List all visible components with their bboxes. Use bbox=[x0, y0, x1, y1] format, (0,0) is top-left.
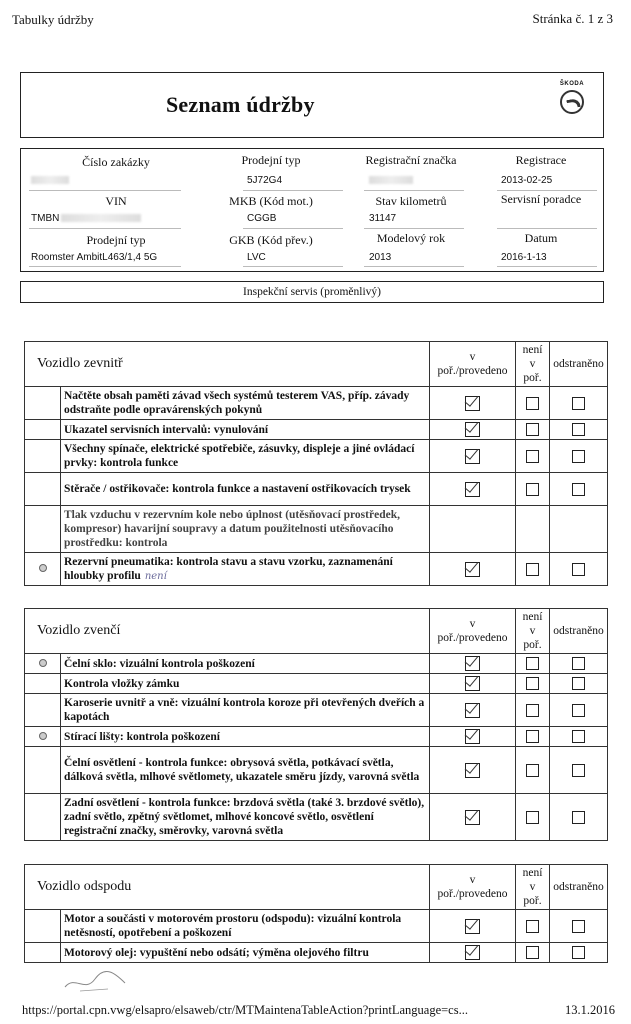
item-text: Kontrola vložky zámku bbox=[61, 674, 430, 694]
label-registration: Registrace bbox=[515, 153, 567, 167]
col-done-header: v poř./provedeno bbox=[430, 865, 516, 910]
checkbox[interactable] bbox=[572, 920, 585, 933]
item-text: Stírací lišty: kontrola poškození bbox=[61, 727, 430, 747]
page-header-title: Tabulky údržby bbox=[12, 12, 94, 27]
marker-icon bbox=[39, 564, 47, 572]
item-text: Motorový olej: vypuštění nebo odsátí; výměna olejového filtru bbox=[61, 943, 430, 963]
order-info-box bbox=[20, 148, 604, 272]
inspection-type-box: Inspekční servis (proměnlivý) bbox=[20, 281, 604, 303]
footer-date: 13.1.2016 bbox=[565, 1003, 615, 1017]
item-text: Zadní osvětlení - kontrola funkce: brzdová světla (také 3. brzdové světlo), zadní světlo, zpětný světlomet, mlhové koncové světlo, osvětlení registrační značky, směrovky, varovná světla bbox=[61, 794, 430, 841]
value-sales-type: 5J72G4 bbox=[247, 175, 283, 186]
checkbox[interactable] bbox=[526, 397, 539, 410]
value-registration-plate bbox=[369, 175, 413, 186]
value-engine-code: CGGB bbox=[247, 213, 277, 224]
checkbox[interactable] bbox=[572, 730, 585, 743]
section-exterior bbox=[24, 608, 608, 841]
checked-checkbox[interactable] bbox=[465, 945, 480, 960]
checked-checkbox[interactable] bbox=[465, 656, 480, 671]
label-order-number: Číslo zakázky bbox=[82, 155, 150, 169]
item-text: Čelní osvětlení - kontrola funkce: obrysová světla, potkávací světla, dálková světla, mlhové světlomety, ukazatele směru jízdy, varovná světla bbox=[61, 747, 430, 794]
checkbox[interactable] bbox=[572, 657, 585, 670]
checked-checkbox[interactable] bbox=[465, 676, 480, 691]
item-cell bbox=[61, 553, 430, 586]
checked-checkbox[interactable] bbox=[465, 396, 480, 411]
checkbox[interactable] bbox=[572, 704, 585, 717]
footer-url: https://portal.cpn.vwg/elsapro/elsaweb/ctr/MTMaintenaTableAction?printLanguage=cs... bbox=[22, 1003, 468, 1017]
checked-checkbox[interactable] bbox=[465, 729, 480, 744]
col-done-header: v poř./provedeno bbox=[430, 342, 516, 387]
checkbox[interactable] bbox=[526, 811, 539, 824]
checked-checkbox[interactable] bbox=[465, 919, 480, 934]
section-underbody bbox=[24, 864, 608, 963]
table-row bbox=[25, 506, 608, 553]
col-not-done-header: není v poř. bbox=[516, 865, 550, 910]
col-done-header: v poř./provedeno bbox=[430, 609, 516, 654]
col-not-done-header: není v poř. bbox=[516, 609, 550, 654]
checked-checkbox[interactable] bbox=[465, 703, 480, 718]
value-mileage: 31147 bbox=[369, 213, 397, 224]
item-text: Rezervní pneumatika: kontrola stavu a stavu vzorku, zaznamenání hloubky profilu bbox=[64, 555, 393, 582]
table-row bbox=[25, 440, 608, 473]
label-vin: VIN bbox=[105, 194, 127, 208]
checkbox[interactable] bbox=[572, 397, 585, 410]
col-not-done-header: není v poř. bbox=[516, 342, 550, 387]
checkbox[interactable] bbox=[572, 811, 585, 824]
col-fixed-header: odstraněno bbox=[550, 342, 608, 387]
checkbox[interactable] bbox=[572, 946, 585, 959]
item-text: Čelní sklo: vizuální kontrola poškození bbox=[61, 654, 430, 674]
section-title: Vozidlo zvenčí bbox=[25, 609, 430, 654]
label-mileage: Stav kilometrů bbox=[375, 194, 447, 208]
table-row bbox=[25, 420, 608, 440]
checked-checkbox[interactable] bbox=[465, 562, 480, 577]
table-row bbox=[25, 910, 608, 943]
col-fixed-header: odstraněno bbox=[550, 609, 608, 654]
title-box bbox=[20, 72, 604, 138]
checkbox[interactable] bbox=[526, 920, 539, 933]
marker-icon bbox=[39, 732, 47, 740]
table-row bbox=[25, 553, 608, 586]
checkbox[interactable] bbox=[572, 563, 585, 576]
table-row bbox=[25, 654, 608, 674]
item-text: Tlak vzduchu v rezervním kole nebo úplnost (utěsňovací prostředek, kompresor) havarijní soupravy a datum použitelnosti utěsňovacího prostředku: kontrola bbox=[61, 506, 430, 553]
value-order-number bbox=[31, 175, 69, 186]
value-date: 2016-1-13 bbox=[501, 252, 547, 263]
value-sales-type-2: Roomster AmbitL463/1,4 5G bbox=[31, 252, 158, 263]
checked-checkbox[interactable] bbox=[465, 422, 480, 437]
checkbox[interactable] bbox=[526, 483, 539, 496]
checkbox[interactable] bbox=[572, 677, 585, 690]
label-gearbox-code: GKB (Kód přev.) bbox=[229, 233, 313, 247]
checkbox[interactable] bbox=[526, 764, 539, 777]
value-registration: 2013-02-25 bbox=[501, 175, 553, 186]
item-text: Načtěte obsah paměti závad všech systémů testerem VAS, příp. závady odstraňte podle opravárenských pokynů bbox=[61, 387, 430, 420]
label-service-advisor: Servisní poradce bbox=[500, 192, 582, 206]
section-title: Vozidlo zevnitř bbox=[25, 342, 430, 387]
label-date: Datum bbox=[524, 231, 558, 245]
item-text: Všechny spínače, elektrické spotřebiče, zásuvky, displeje a jiné ovládací prvky: kontrola funkce bbox=[61, 440, 430, 473]
table-row bbox=[25, 794, 608, 841]
checkbox[interactable] bbox=[526, 730, 539, 743]
label-model-year: Modelový rok bbox=[376, 231, 446, 245]
marker-icon bbox=[39, 659, 47, 667]
signature bbox=[60, 965, 130, 995]
checked-checkbox[interactable] bbox=[465, 449, 480, 464]
checked-checkbox[interactable] bbox=[465, 763, 480, 778]
item-text: Stěrače / ostřikovače: kontrola funkce a nastavení ostřikovacích trysek bbox=[61, 473, 430, 506]
label-sales-type-2: Prodejní typ bbox=[86, 233, 146, 247]
checkbox[interactable] bbox=[572, 764, 585, 777]
table-row bbox=[25, 387, 608, 420]
value-vin: TMBN bbox=[31, 213, 141, 224]
handwritten-note: není bbox=[144, 570, 167, 582]
checkbox[interactable] bbox=[572, 450, 585, 463]
document-title: Seznam údržby bbox=[166, 92, 315, 117]
skoda-logo bbox=[551, 81, 593, 114]
checkbox[interactable] bbox=[526, 450, 539, 463]
value-gearbox-code: LVC bbox=[247, 252, 266, 263]
checkbox[interactable] bbox=[526, 946, 539, 959]
table-row bbox=[25, 943, 608, 963]
item-text: Ukazatel servisních intervalů: vynulování bbox=[61, 420, 430, 440]
section-title: Vozidlo odspodu bbox=[25, 865, 430, 910]
label-engine-code: MKB (Kód mot.) bbox=[229, 194, 313, 208]
section-interior bbox=[24, 341, 608, 586]
checkbox[interactable] bbox=[526, 563, 539, 576]
checkbox[interactable] bbox=[526, 704, 539, 717]
table-row bbox=[25, 747, 608, 794]
page-number: Stránka č. 1 z 3 bbox=[532, 11, 613, 26]
label-sales-type: Prodejní typ bbox=[241, 153, 301, 167]
checkbox[interactable] bbox=[572, 423, 585, 436]
item-text: Karoserie uvnitř a vně: vizuální kontrola koroze při otevřených dveřích a kapotách bbox=[61, 694, 430, 727]
checkbox[interactable] bbox=[526, 677, 539, 690]
label-registration-plate: Registrační značka bbox=[365, 153, 457, 167]
checkbox[interactable] bbox=[572, 483, 585, 496]
checkbox[interactable] bbox=[526, 657, 539, 670]
checkbox[interactable] bbox=[526, 423, 539, 436]
item-text: Motor a součásti v motorovém prostoru (odspodu): vizuální kontrola netěsností, opotřebení a poškození bbox=[61, 910, 430, 943]
value-model-year: 2013 bbox=[369, 252, 392, 263]
checked-checkbox[interactable] bbox=[465, 810, 480, 825]
table-row bbox=[25, 694, 608, 727]
col-fixed-header: odstraněno bbox=[550, 865, 608, 910]
checked-checkbox[interactable] bbox=[465, 482, 480, 497]
table-row bbox=[25, 727, 608, 747]
skoda-logo-icon bbox=[560, 90, 584, 114]
table-row bbox=[25, 674, 608, 694]
skoda-logo-word: ŠKODA bbox=[559, 81, 585, 87]
table-row bbox=[25, 473, 608, 506]
